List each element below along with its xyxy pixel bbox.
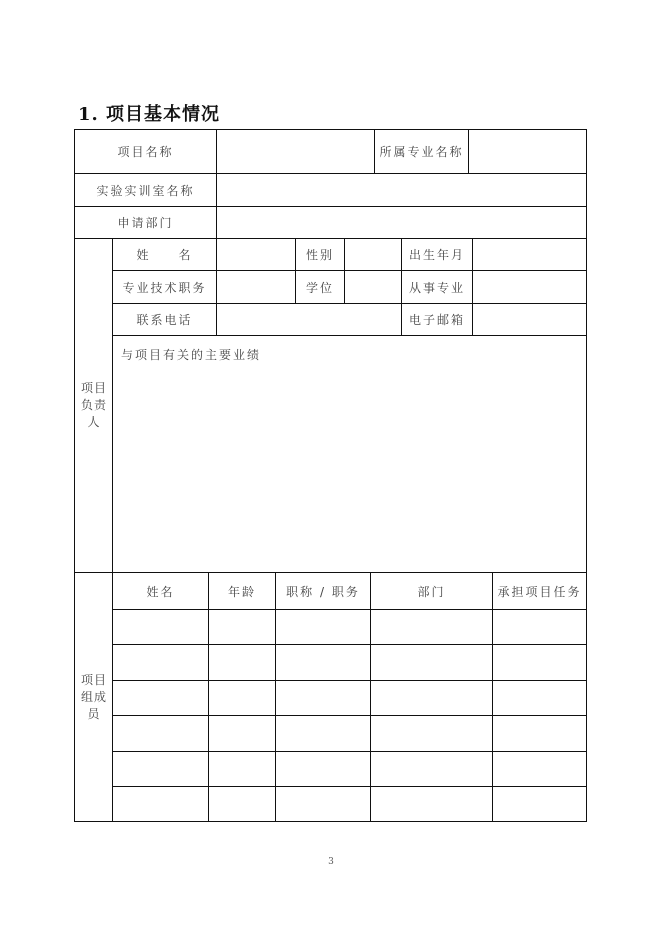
major-name-label: 所属专业名称 [379,145,464,159]
project-name-label: 项目名称 [117,145,174,159]
page-number: 3 [328,857,334,867]
table-row[interactable] [113,610,586,644]
degree-label: 学位 [305,280,334,295]
degree-field[interactable] [345,271,401,303]
table-row[interactable] [113,645,586,680]
column-header-age: 年龄 [227,584,256,599]
specialty-field[interactable] [473,271,586,303]
lab-name-field[interactable] [217,174,586,206]
major-name-field[interactable] [469,130,586,173]
phone-field[interactable] [217,304,401,335]
email-label: 电子邮箱 [408,313,465,327]
title-label: 专业技术职务 [122,280,207,295]
lab-name-label: 实验实训室名称 [96,183,195,198]
dept-label: 申请部门 [117,216,174,230]
table-row[interactable] [113,681,586,715]
table-row[interactable] [113,787,586,821]
table-row[interactable] [113,716,586,751]
specialty-label: 从事专业 [408,280,465,295]
members-group-label: 项目 组成 员 [80,673,107,721]
column-header-title: 职称 / 职务 [286,584,360,599]
birth-label: 出生年月 [408,248,465,262]
section-title: 1. 项目基本情况 [78,104,221,125]
table-row[interactable] [113,752,586,786]
leader-group-label: 项目 负责 人 [80,381,107,429]
gender-field[interactable] [345,239,401,270]
column-header-name: 姓名 [146,584,175,599]
project-name-field[interactable] [217,130,374,173]
phone-label: 联系电话 [136,313,193,327]
achievements-label: 与项目有关的主要业绩 [121,348,262,362]
name-label: 姓 名 [136,248,193,262]
name-field[interactable] [217,239,295,270]
email-field[interactable] [473,304,586,335]
birth-field[interactable] [473,239,586,270]
gender-label: 性别 [305,248,334,262]
table-border-right [586,129,587,822]
title-field[interactable] [217,271,295,303]
table-border-bottom [74,821,587,822]
achievements-field[interactable] [113,336,586,572]
dept-field[interactable] [217,207,586,238]
column-header-task: 承担项目任务 [497,584,582,599]
column-header-dept: 部门 [417,584,446,599]
